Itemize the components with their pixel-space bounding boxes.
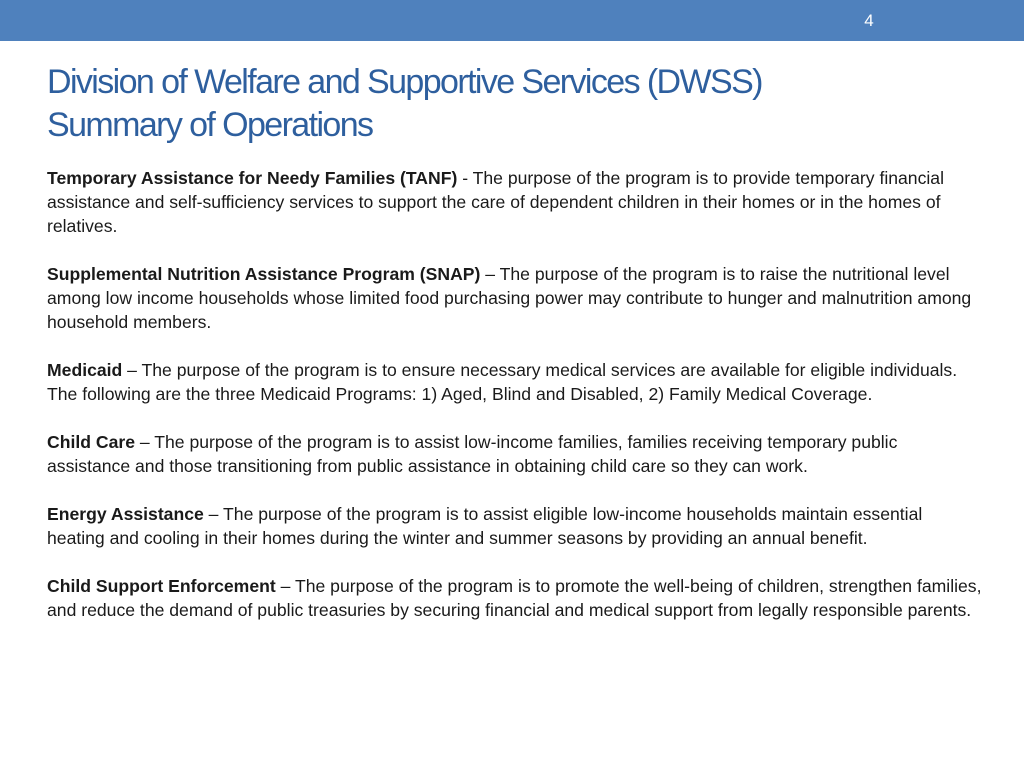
program-description-tanf: - The purpose of the program is to provide temporary financial assistance and self-sufficiency services to support the care of dependent children in their homes or in the homes of relatives. [47,168,944,236]
page-title [47,61,987,147]
program-list [47,166,982,646]
program-tanf [47,166,982,238]
program-name-medicaid: Medicaid [47,360,123,380]
program-child-care [47,430,982,478]
title-line-1: Division of Welfare and Supportive Services (DWSS) [47,63,762,101]
program-description-child-support: – The purpose of the program is to promote the well-being of children, strengthen families, and reduce the demand of public treasuries by securing financial and medical support from legally responsible parents. [47,576,982,620]
slide-number: 4 [864,11,874,30]
title-line-2: Summary of Operations [47,106,373,144]
program-description-snap: – The purpose of the program is to raise the nutritional level among low income households whose limited food purchasing power may contribute to hunger and malnutrition among household members. [47,264,972,332]
program-description-energy-assistance: – The purpose of the program is to assist eligible low-income households maintain essential heating and cooling in their homes during the winter and summer seasons by providing an annual benefit. [47,504,923,548]
program-name-snap: Supplemental Nutrition Assistance Program (SNAP) [47,264,481,284]
program-medicaid [47,358,982,406]
program-name-energy-assistance: Energy Assistance [47,504,204,524]
program-child-support [47,574,982,622]
header-bar [0,0,1024,41]
program-name-tanf: Temporary Assistance for Needy Families (TANF) [47,168,458,188]
program-energy-assistance [47,502,982,550]
program-name-child-support: Child Support Enforcement [47,576,276,596]
program-description-medicaid: – The purpose of the program is to ensure necessary medical services are available for eligible individuals. The following are the three Medicaid Programs: 1) Aged, Blind and Disabled, 2) Family Medical Coverage. [47,360,958,404]
program-name-child-care: Child Care [47,432,135,452]
program-snap [47,262,982,334]
program-description-child-care: – The purpose of the program is to assist low-income families, families receiving temporary public assistance and those transitioning from public assistance in obtaining child care so they can work. [47,432,898,476]
